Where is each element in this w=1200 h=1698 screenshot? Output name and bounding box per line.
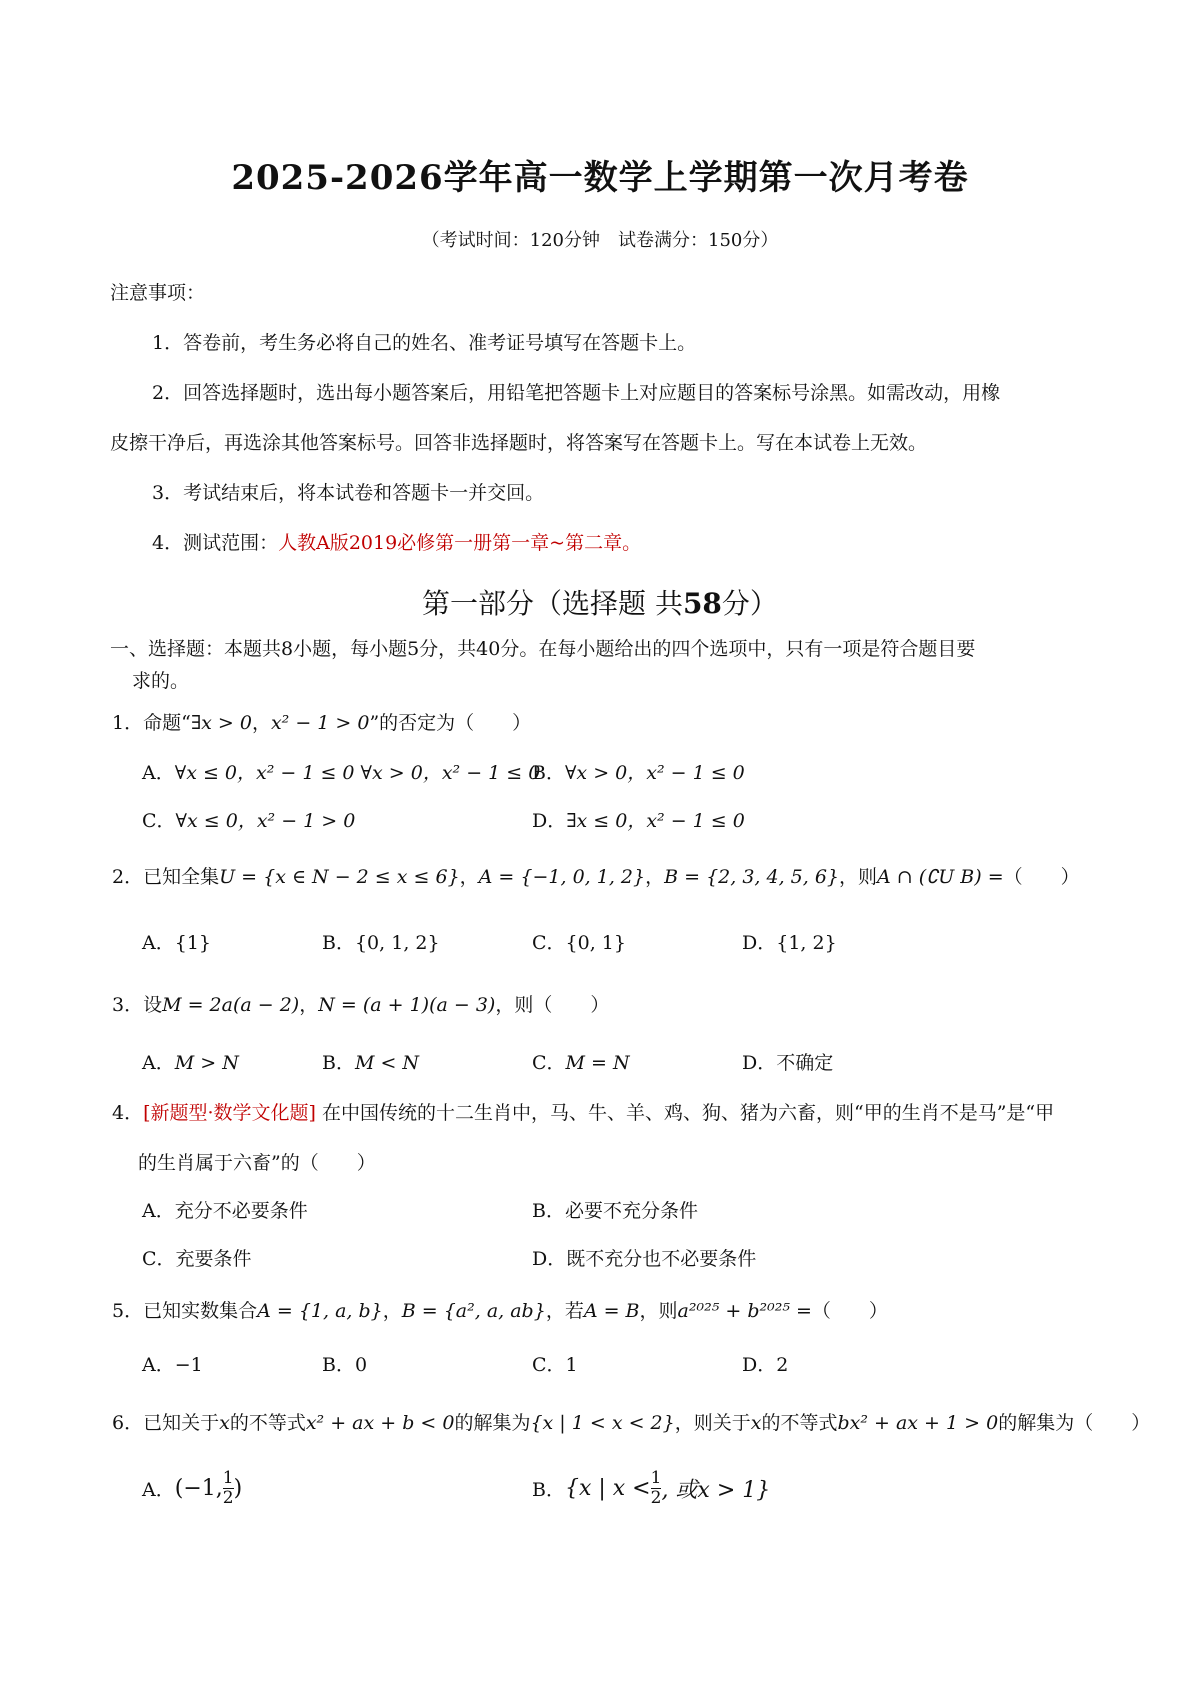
question-2-expr: A ∩ (∁U B) = bbox=[877, 866, 1004, 888]
option-b-text: ∀x > 0，x² − 1 ≤ 0 bbox=[564, 762, 745, 784]
question-1-suffix: ”的否定为（ ） bbox=[369, 712, 532, 734]
question-5-option-b bbox=[322, 1350, 367, 1377]
question-5-option-d bbox=[742, 1350, 788, 1377]
question-6-prefix: 6．已知关于 bbox=[112, 1412, 220, 1434]
question-6-stem bbox=[112, 1408, 1150, 1435]
option-b-text: {0, 1, 2} bbox=[354, 932, 440, 954]
option-b-label: B． bbox=[532, 1200, 565, 1222]
question-2-universal-set: U = {x ∈ N − 2 ≤ x ≤ 6} bbox=[219, 866, 460, 888]
option-b-label: B． bbox=[322, 932, 355, 954]
question-6-inequality-2: bx² + ax + 1 > 0 bbox=[837, 1412, 999, 1434]
option-c-text: M = N bbox=[565, 1052, 630, 1074]
question-6-option-a bbox=[142, 1470, 242, 1507]
option-a-text: −1 bbox=[174, 1354, 203, 1376]
question-3-prefix: 3．设 bbox=[112, 994, 163, 1016]
option-c-text: {0, 1} bbox=[565, 932, 626, 954]
question-4-option-a bbox=[142, 1196, 308, 1223]
question-6-variable: x bbox=[219, 1412, 230, 1434]
notice-item-4-prefix: 4．测试范围： bbox=[152, 532, 279, 554]
question-5-set-a: A = {1, a, b} bbox=[257, 1300, 383, 1322]
part-1-title-prefix: 第一部分（选择题 共 bbox=[422, 587, 683, 620]
question-4-number: 4． bbox=[112, 1102, 144, 1124]
question-5-option-a bbox=[142, 1350, 203, 1377]
option-a-label: A． bbox=[142, 1479, 175, 1501]
question-5-expr: a²⁰²⁵ + b²⁰²⁵ = bbox=[677, 1300, 812, 1322]
question-2-suffix: （ ） bbox=[1003, 866, 1080, 888]
notice-item-4 bbox=[152, 528, 641, 555]
test-scope: 人教A版2019必修第一册第一章~第二章。 bbox=[278, 532, 642, 554]
question-3-option-b bbox=[322, 1048, 419, 1075]
option-b-label: B． bbox=[322, 1052, 355, 1074]
option-a-right: ) bbox=[233, 1476, 243, 1501]
option-d-text: {1, 2} bbox=[776, 932, 837, 954]
question-1-stem bbox=[112, 708, 531, 735]
option-c-label: C． bbox=[532, 1052, 566, 1074]
option-a-label: A． bbox=[142, 1052, 175, 1074]
option-c-label: C． bbox=[142, 1248, 176, 1270]
question-5-stem: 5．已知实数集合A = {1, a, b}，B = {a², a, ab}，若A = B，则a²⁰²⁵ + b²⁰²⁵ =（ ） bbox=[112, 1300, 888, 1322]
question-5-prefix: 5．已知实数集合 bbox=[112, 1300, 258, 1322]
option-a-label: A． bbox=[142, 762, 175, 784]
question-6-solution-set: {x | 1 < x < 2} bbox=[530, 1412, 675, 1434]
fraction-denominator: 2 bbox=[650, 1488, 662, 1508]
option-a-label: A． bbox=[142, 1200, 175, 1222]
question-5-option-c bbox=[532, 1350, 578, 1377]
option-b-text: 0 bbox=[354, 1354, 368, 1376]
option-b-fraction bbox=[651, 1470, 662, 1507]
question-3-suffix: ，则（ ） bbox=[495, 994, 610, 1016]
question-5-set-b: B = {a², a, ab} bbox=[401, 1300, 546, 1322]
fraction-numerator: 1 bbox=[650, 1468, 662, 1488]
question-2-option-b bbox=[322, 928, 440, 955]
question-5-condition: A = B bbox=[583, 1300, 640, 1322]
option-d-label: D． bbox=[742, 1052, 777, 1074]
fraction-numerator: 1 bbox=[222, 1468, 234, 1488]
option-a-label: A． bbox=[142, 932, 175, 954]
option-b-text: 必要不充分条件 bbox=[564, 1200, 698, 1222]
question-5-suffix: （ ） bbox=[811, 1300, 888, 1322]
question-4-tag: [新题型·数学文化题] bbox=[143, 1102, 316, 1124]
question-4-line-1: 在中国传统的十二生肖中，马、牛、羊、鸡、狗、猪为六畜，则“甲的生肖不是马”是“甲 bbox=[315, 1102, 1055, 1124]
option-b-left: {x | x < bbox=[564, 1476, 651, 1501]
question-3-m: M = 2a(a − 2) bbox=[162, 994, 300, 1016]
option-d-label: D． bbox=[532, 810, 567, 832]
question-4-stem-line-1 bbox=[112, 1098, 1054, 1125]
question-3-option-a bbox=[142, 1048, 239, 1075]
part-1-title-suffix: 分） bbox=[721, 587, 778, 620]
option-c-label: C． bbox=[142, 810, 176, 832]
option-b-label: B． bbox=[532, 762, 565, 784]
exam-subtitle: （考试时间：120分钟 试卷满分：150分） bbox=[421, 230, 779, 251]
notice-item-3: 3．考试结束后，将本试卷和答题卡一并交回。 bbox=[152, 482, 545, 504]
option-d-label: D． bbox=[532, 1248, 567, 1270]
question-3-option-c bbox=[532, 1048, 630, 1075]
option-c-text: ∀x ≤ 0，x² − 1 > 0 bbox=[175, 810, 356, 832]
option-d-text: 2 bbox=[776, 1354, 789, 1376]
option-b-label: B． bbox=[322, 1354, 355, 1376]
option-a-text: 充分不必要条件 bbox=[174, 1200, 308, 1222]
question-6-mid-3: ，则关于 bbox=[674, 1412, 751, 1434]
question-2-set-b: B = {2, 3, 4, 5, 6} bbox=[664, 866, 840, 888]
question-3-option-d bbox=[742, 1048, 833, 1075]
option-d-text: ∃x ≤ 0，x² − 1 ≤ 0 bbox=[566, 810, 745, 832]
notice-item-2-line-1: 2．回答选择题时，选出每小题答案后，用铅笔把答题卡上对应题目的答案标号涂黑。如需改动，用橡 bbox=[152, 382, 1001, 404]
option-c-text: 充要条件 bbox=[175, 1248, 252, 1270]
question-6-option-b bbox=[532, 1470, 770, 1507]
question-2-option-c bbox=[532, 928, 626, 955]
option-b-label: B． bbox=[532, 1479, 565, 1501]
question-6-suffix: 的解集为（ ） bbox=[998, 1412, 1151, 1434]
section-1-instructions-line-2: 求的。 bbox=[132, 670, 190, 692]
option-d-text: 不确定 bbox=[776, 1052, 834, 1074]
question-1-prefix: 1．命题“ bbox=[112, 712, 191, 734]
question-1-option-a bbox=[142, 758, 540, 785]
question-6-variable-2: x bbox=[750, 1412, 762, 1434]
question-1-sep: ， bbox=[251, 712, 271, 734]
question-6-mid-1: 的不等式 bbox=[229, 1412, 306, 1434]
question-2-prefix: 2．已知全集 bbox=[112, 866, 220, 888]
option-b-right: , 或x > 1} bbox=[661, 1478, 771, 1503]
notice-item-2-line-2: 皮擦干净后，再选涂其他答案标号。回答非选择题时，将答案写在答题卡上。写在本试卷上无效。 bbox=[110, 432, 928, 454]
question-1-option-d bbox=[532, 806, 745, 833]
question-6-mid-2: 的解集为 bbox=[454, 1412, 531, 1434]
question-6-mid-4: 的不等式 bbox=[761, 1412, 838, 1434]
option-a-text: M > N bbox=[174, 1052, 239, 1074]
question-5-if: ，若 bbox=[545, 1300, 584, 1322]
question-1-option-c bbox=[142, 806, 355, 833]
question-2-option-d bbox=[742, 928, 837, 955]
notice-heading: 注意事项： bbox=[110, 282, 206, 304]
option-c-label: C． bbox=[532, 932, 566, 954]
exam-title: 2025-2026学年高一数学上学期第一次月考卷 bbox=[231, 158, 969, 198]
question-3-n: N = (a + 1)(a − 3) bbox=[318, 994, 496, 1016]
question-6-inequality-1: x² + ax + b < 0 bbox=[305, 1412, 455, 1434]
question-2-stem: 2．已知全集U = {x ∈ N − 2 ≤ x ≤ 6}，A = {−1, 0, 1, 2}，B = {2, 3, 4, 5, 6}，则A ∩ (∁U B) =（ ） bbox=[112, 866, 1080, 888]
option-b-text: M < N bbox=[354, 1052, 420, 1074]
question-1-expr-2: x² − 1 > 0 bbox=[270, 712, 370, 734]
question-4-option-c bbox=[142, 1244, 252, 1271]
question-2-then: ，则 bbox=[839, 866, 878, 888]
option-d-text: 既不充分也不必要条件 bbox=[566, 1248, 757, 1270]
option-d-label: D． bbox=[742, 932, 777, 954]
section-1-instructions-line-1: 一、选择题：本题共8小题，每小题5分，共40分。在每小题给出的四个选项中，只有一项是符合题目要 bbox=[110, 638, 976, 660]
question-5-then: ，则 bbox=[639, 1300, 678, 1322]
question-2-option-a bbox=[142, 928, 211, 955]
option-a-text: {1} bbox=[174, 932, 211, 954]
option-a-label: A． bbox=[142, 1354, 175, 1376]
question-4-stem-line-2: 的生肖属于六畜”的（ ） bbox=[138, 1152, 376, 1174]
question-3-stem: 3．设M = 2a(a − 2)，N = (a + 1)(a − 3)，则（ ） bbox=[112, 994, 610, 1016]
question-4-option-b bbox=[532, 1196, 698, 1223]
option-c-label: C． bbox=[532, 1354, 566, 1376]
option-a-left: (−1, bbox=[174, 1476, 223, 1501]
question-4-option-d bbox=[532, 1244, 756, 1271]
part-1-score: 58 bbox=[682, 587, 722, 620]
part-1-title bbox=[0, 582, 1200, 622]
notice-item-1: 1．答卷前，考生务必将自己的姓名、准考证号填写在答题卡上。 bbox=[152, 332, 697, 354]
question-1-option-b bbox=[532, 758, 745, 785]
question-1-expr-1: ∃x > 0 bbox=[190, 712, 252, 734]
option-a-fraction bbox=[223, 1470, 234, 1507]
option-d-label: D． bbox=[742, 1354, 777, 1376]
question-2-set-a: A = {−1, 0, 1, 2} bbox=[478, 866, 646, 888]
fraction-denominator: 2 bbox=[222, 1488, 234, 1508]
option-c-text: 1 bbox=[565, 1354, 578, 1376]
option-a-text: ∀x ≤ 0，x² − 1 ≤ 0 ∀x > 0，x² − 1 ≤ 0 bbox=[174, 762, 541, 784]
